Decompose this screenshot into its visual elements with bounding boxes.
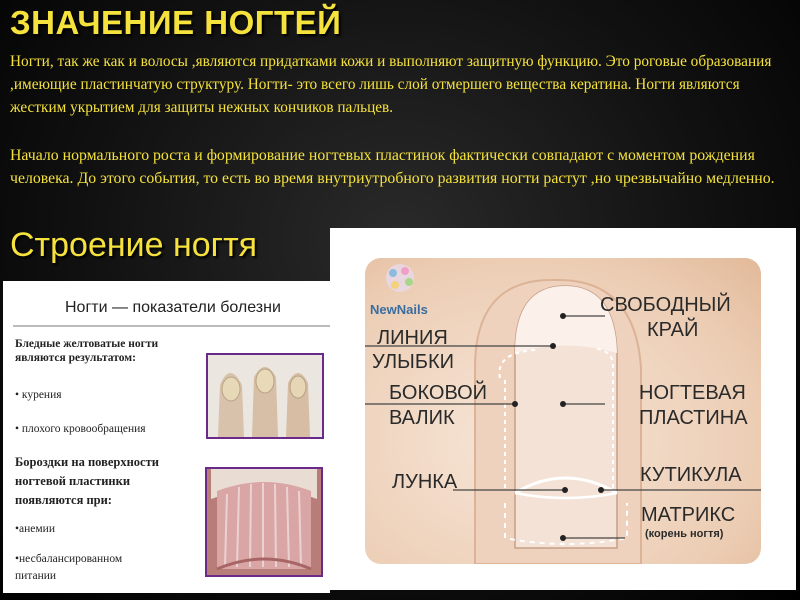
label-free-edge: КРАЙ (647, 319, 699, 341)
label-smile-line: УЛЫБКИ (372, 351, 455, 373)
slide-title: ЗНАЧЕНИЕ НОГТЕЙ (10, 4, 342, 41)
section-subtitle: Строение ногтя (10, 226, 258, 264)
newnails-logo: NewNails (370, 302, 428, 317)
label-side-wall: ВАЛИК (389, 407, 455, 429)
panel-heading: Ногти — показатели болезни (65, 299, 281, 316)
label-nail-plate: НОГТЕВАЯ (639, 382, 746, 404)
label-free-edge: СВОБОДНЫЙ (600, 294, 731, 316)
label-side-wall: БОКОВОЙ (389, 382, 488, 404)
block1-item: • курения (15, 389, 62, 401)
label-matrix-note: (корень ногтя) (645, 528, 724, 540)
nail-disease-panel (3, 281, 330, 593)
label-smile-line: ЛИНИЯ (377, 327, 448, 349)
label-lunula: ЛУНКА (392, 471, 458, 493)
growth-paragraph: Начало нормального роста и формирование ногтевых пластинок фактически совпадают с моментом рождения человека. До этого события, то есть во время внутриутробного развития ногти растут ,но чрезвычайно медленно. (10, 147, 775, 187)
block2-item: •несбалансированном питании (15, 553, 123, 582)
label-matrix: МАТРИКС (641, 504, 736, 526)
block2-item: •анемии (15, 523, 55, 535)
pale-nails-photo (206, 353, 324, 439)
block1-title: Бледные желтоватые ногти являются результатом: (15, 338, 159, 364)
block2-title: Бороздки на поверхности ногтевой пластинки появляются при: (15, 455, 159, 507)
intro-paragraph: Ногти, так же как и волосы ,являются придатками кожи и выполняют защитную функцию. Это роговые образования ,имеющие пластинчатую структуру. Ногти- это всего лишь слой отмершего вещества кератина. Ногти являются жестким укрытием для защиты нежных кончиков пальцев. (10, 53, 772, 116)
newnails-logo-icon (386, 264, 414, 292)
heading-divider (13, 325, 330, 327)
label-nail-plate: ПЛАСТИНА (639, 407, 748, 429)
block1-item: • плохого кровообращения (15, 423, 146, 435)
ridged-nail-photo (205, 467, 323, 577)
label-cuticle: КУТИКУЛА (640, 464, 742, 486)
